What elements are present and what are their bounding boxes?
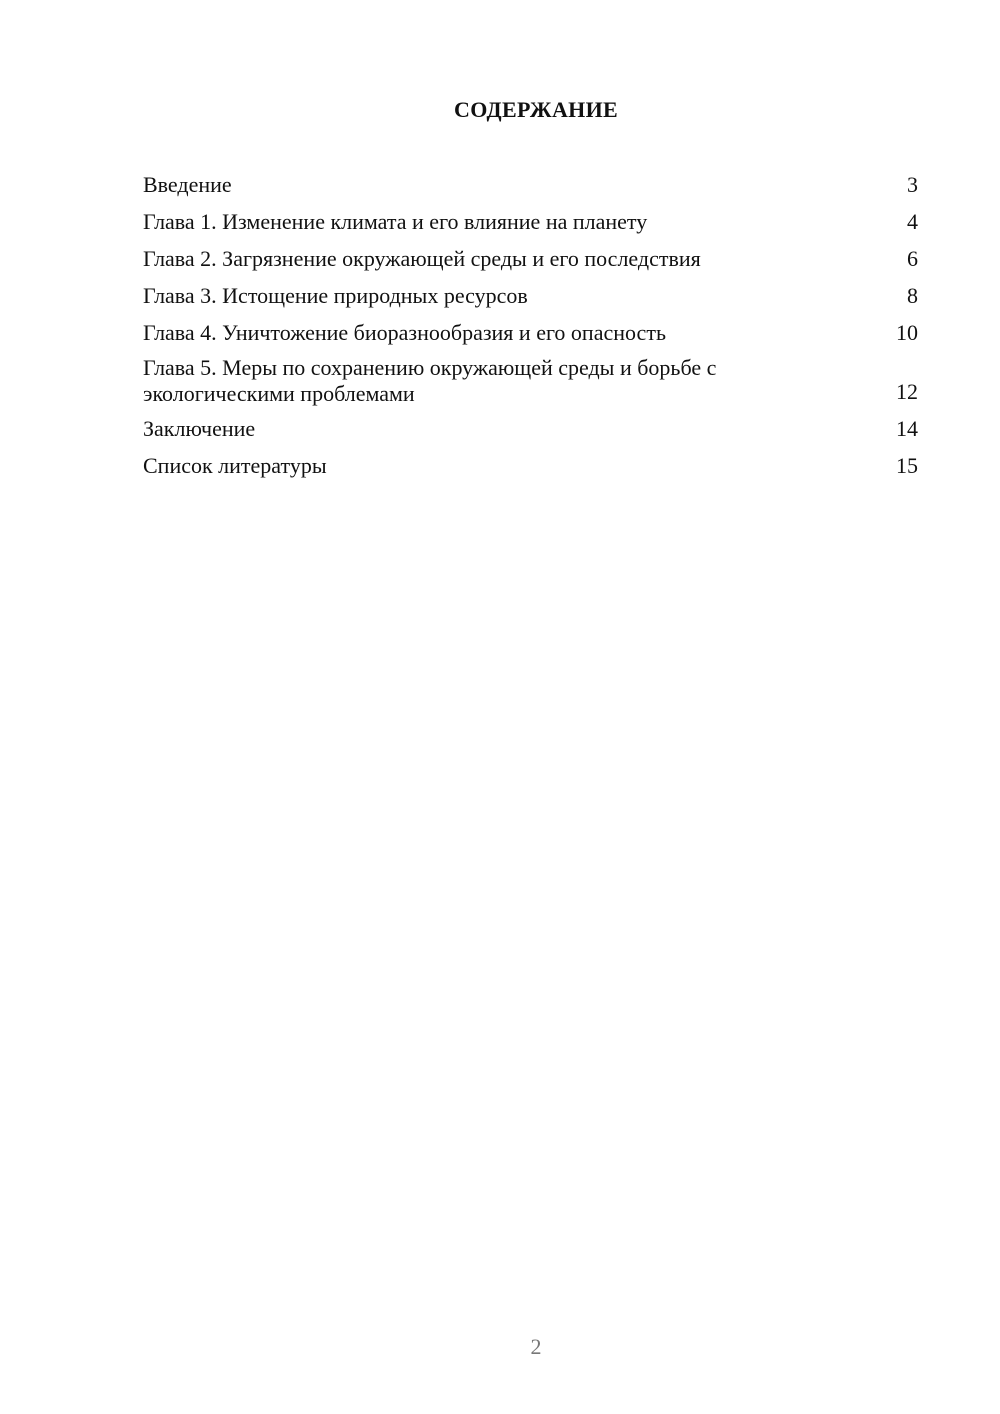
- toc-entry-references: [143, 451, 918, 481]
- toc-entry-line: Список литературы: [143, 453, 327, 478]
- toc-entry-page-number: 6: [907, 246, 918, 271]
- toc-entry-chapter-3: [143, 281, 918, 311]
- toc-entry-line: Заключение: [143, 416, 256, 441]
- toc-entry-text: [143, 207, 888, 237]
- toc-list: [143, 170, 918, 488]
- toc-entry-text: [143, 244, 888, 274]
- toc-entry-conclusion: [143, 414, 918, 444]
- toc-entry-page-number: 10: [896, 320, 918, 345]
- toc-entry-line: Введение: [143, 172, 232, 197]
- toc-entry-line: Глава 5. Меры по сохранению окружающей среды и борьбе с: [143, 355, 717, 380]
- toc-entry-text: [143, 170, 888, 200]
- toc-entry-page-number: 15: [896, 453, 918, 478]
- toc-entry-text: [143, 318, 888, 348]
- toc-entry-page-number: 3: [907, 172, 918, 197]
- toc-entry-text: [143, 355, 888, 407]
- toc-entry-page-number: 12: [896, 379, 918, 404]
- toc-entry-text: [143, 281, 888, 311]
- toc-entry-chapter-4: [143, 318, 918, 348]
- toc-entry-page-number: 8: [907, 283, 918, 308]
- toc-entry-chapter-1: [143, 207, 918, 237]
- toc-entry-line: Глава 2. Загрязнение окружающей среды и его последствия: [143, 246, 701, 271]
- toc-entry-page-number: 14: [896, 416, 918, 441]
- toc-entry-text: [143, 451, 888, 481]
- toc-title: СОДЕРЖАНИЕ: [454, 97, 618, 122]
- toc-entry-text: [143, 414, 888, 444]
- toc-entry-page-number: 4: [907, 209, 918, 234]
- toc-entry-chapter-5: [143, 355, 918, 407]
- toc-entry-line: Глава 1. Изменение климата и его влияние на планету: [143, 209, 648, 234]
- toc-entry-line: Глава 3. Истощение природных ресурсов: [143, 283, 528, 308]
- toc-entry-introduction: [143, 170, 918, 200]
- page-number-footer: 2: [530, 1334, 542, 1359]
- toc-entry-line: экологическими проблемами: [143, 381, 415, 406]
- toc-entry-line: Глава 4. Уничтожение биоразнообразия и его опасность: [143, 320, 666, 345]
- toc-entry-chapter-2: [143, 244, 918, 274]
